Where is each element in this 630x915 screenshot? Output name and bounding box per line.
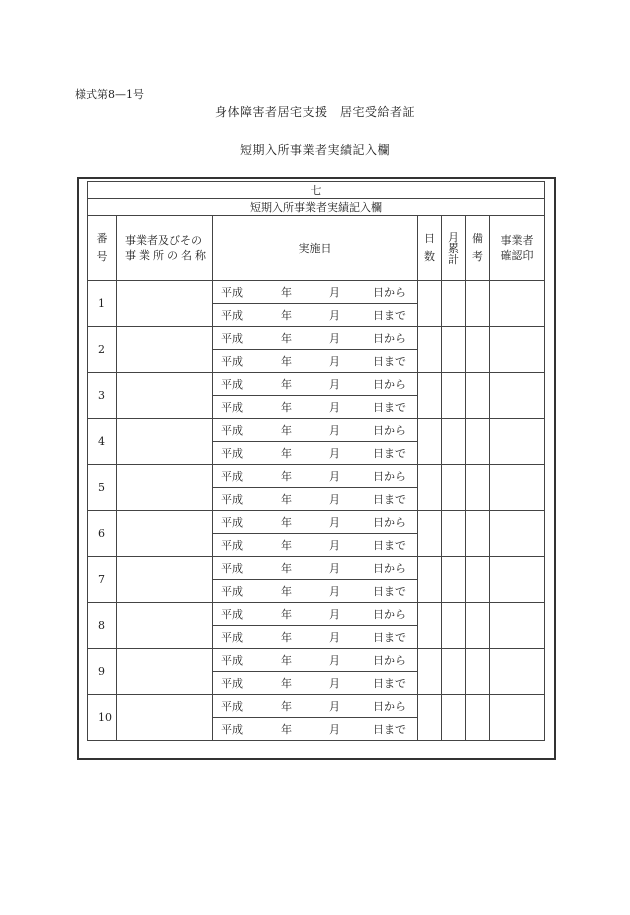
remarks-cell[interactable] (466, 511, 490, 557)
year-label: 年 (281, 608, 292, 621)
era-label: 平成 (221, 401, 243, 414)
date-range-line[interactable] (213, 465, 418, 488)
day-from-label: 日から (373, 378, 406, 391)
remarks-cell[interactable] (466, 603, 490, 649)
days-cell[interactable] (418, 511, 442, 557)
year-label: 年 (281, 424, 292, 437)
table-row (88, 373, 545, 396)
date-range-line[interactable] (213, 350, 418, 373)
table-row (88, 465, 545, 488)
date-range-line[interactable] (213, 695, 418, 718)
day-until-label: 日まで (373, 723, 406, 736)
header-cumulative (442, 216, 466, 281)
year-label: 年 (281, 309, 292, 322)
header-cumulative-line: 累 (448, 241, 459, 255)
cumulative-cell[interactable] (442, 419, 466, 465)
era-label: 平成 (221, 309, 243, 322)
year-label: 年 (281, 631, 292, 644)
row-number: 4 (88, 419, 117, 465)
header-dates: 実施日 (213, 216, 418, 281)
header-number-line: 号 (96, 250, 108, 263)
seal-cell[interactable] (490, 603, 545, 649)
document-title: 身体障害者居宅支援 居宅受給者証 (214, 105, 415, 119)
month-label: 月 (329, 631, 340, 644)
month-label: 月 (329, 493, 340, 506)
days-cell[interactable] (418, 419, 442, 465)
date-range-line[interactable] (213, 534, 418, 557)
provider-name-cell[interactable] (117, 373, 213, 419)
date-range-line[interactable] (213, 672, 418, 695)
date-range-line[interactable] (213, 327, 418, 350)
provider-name-cell[interactable] (117, 557, 213, 603)
date-range-line[interactable] (213, 304, 418, 327)
era-label: 平成 (221, 493, 243, 506)
provider-name-cell[interactable] (117, 649, 213, 695)
month-label: 月 (329, 332, 340, 345)
year-label: 年 (281, 654, 292, 667)
month-label: 月 (329, 309, 340, 322)
era-label: 平成 (221, 631, 243, 644)
era-label: 平成 (221, 562, 243, 575)
year-label: 年 (281, 700, 292, 713)
era-label: 平成 (221, 723, 243, 736)
month-label: 月 (329, 447, 340, 460)
date-range-line[interactable] (213, 511, 418, 534)
seal-cell[interactable] (490, 511, 545, 557)
seal-cell[interactable] (490, 281, 545, 327)
day-from-label: 日から (373, 332, 406, 345)
form-number: 様式第8—1号 (75, 88, 144, 101)
date-range-line[interactable] (213, 373, 418, 396)
header-seal-line: 確認印 (500, 249, 534, 262)
provider-name-cell[interactable] (117, 327, 213, 373)
days-cell[interactable] (418, 695, 442, 741)
date-range-line[interactable] (213, 580, 418, 603)
provider-name-cell[interactable] (117, 603, 213, 649)
day-until-label: 日まで (373, 585, 406, 598)
era-label: 平成 (221, 516, 243, 529)
days-cell[interactable] (418, 465, 442, 511)
month-label: 月 (329, 608, 340, 621)
header-days-line: 数 (424, 250, 435, 263)
date-range-line[interactable] (213, 442, 418, 465)
year-label: 年 (281, 286, 292, 299)
day-until-label: 日まで (373, 493, 406, 506)
year-label: 年 (281, 447, 292, 460)
provider-name-cell[interactable] (117, 465, 213, 511)
day-from-label: 日から (373, 286, 406, 299)
date-range-line[interactable] (213, 626, 418, 649)
seal-cell[interactable] (490, 695, 545, 741)
cumulative-cell[interactable] (442, 511, 466, 557)
year-label: 年 (281, 562, 292, 575)
table-row (88, 327, 545, 350)
table-row (88, 281, 545, 304)
days-cell[interactable] (418, 327, 442, 373)
days-cell[interactable] (418, 557, 442, 603)
header-number (88, 216, 117, 281)
cumulative-cell[interactable] (442, 373, 466, 419)
provider-name-cell[interactable] (117, 419, 213, 465)
seal-cell[interactable] (490, 557, 545, 603)
era-label: 平成 (221, 424, 243, 437)
cumulative-cell[interactable] (442, 603, 466, 649)
era-label: 平成 (221, 585, 243, 598)
header-cumulative-line: 計 (448, 252, 459, 266)
seal-cell[interactable] (490, 327, 545, 373)
era-label: 平成 (221, 539, 243, 552)
document-subtitle: 短期入所事業者実績記入欄 (239, 143, 390, 157)
era-label: 平成 (221, 286, 243, 299)
header-remarks (466, 216, 490, 281)
cumulative-cell[interactable] (442, 327, 466, 373)
era-label: 平成 (221, 447, 243, 460)
remarks-cell[interactable] (466, 419, 490, 465)
header-days-line: 日 (424, 232, 435, 246)
year-label: 年 (281, 723, 292, 736)
row-number: 3 (88, 373, 117, 419)
cumulative-cell[interactable] (442, 557, 466, 603)
date-range-line[interactable] (213, 488, 418, 511)
era-label: 平成 (221, 654, 243, 667)
row-number: 2 (88, 327, 117, 373)
day-until-label: 日まで (373, 309, 406, 322)
row-number: 10 (88, 695, 117, 741)
row-number: 9 (88, 649, 117, 695)
month-label: 月 (329, 470, 340, 483)
date-range-line[interactable] (213, 281, 418, 304)
header-remarks-line: 考 (472, 250, 483, 263)
day-from-label: 日から (373, 654, 406, 667)
month-label: 月 (329, 378, 340, 391)
month-label: 月 (329, 654, 340, 667)
days-cell[interactable] (418, 373, 442, 419)
day-until-label: 日まで (373, 631, 406, 644)
row-number: 6 (88, 511, 117, 557)
provider-name-cell[interactable] (117, 281, 213, 327)
table-heading: 短期入所事業者実績記入欄 (88, 199, 545, 216)
table-row (88, 419, 545, 442)
day-from-label: 日から (373, 516, 406, 529)
date-range-line[interactable] (213, 396, 418, 419)
month-label: 月 (329, 516, 340, 529)
day-until-label: 日まで (373, 677, 406, 690)
year-label: 年 (281, 355, 292, 368)
table-row (88, 649, 545, 672)
row-number: 5 (88, 465, 117, 511)
day-until-label: 日まで (373, 539, 406, 552)
header-days (418, 216, 442, 281)
days-cell[interactable] (418, 603, 442, 649)
year-label: 年 (281, 332, 292, 345)
era-label: 平成 (221, 378, 243, 391)
remarks-cell[interactable] (466, 327, 490, 373)
date-range-line[interactable] (213, 603, 418, 626)
month-label: 月 (329, 424, 340, 437)
year-label: 年 (281, 470, 292, 483)
month-label: 月 (329, 677, 340, 690)
year-label: 年 (281, 493, 292, 506)
cumulative-cell[interactable] (442, 281, 466, 327)
day-until-label: 日まで (373, 355, 406, 368)
remarks-cell[interactable] (466, 281, 490, 327)
month-label: 月 (329, 585, 340, 598)
header-number-line: 番 (96, 232, 108, 246)
year-label: 年 (281, 516, 292, 529)
days-cell[interactable] (418, 649, 442, 695)
month-label: 月 (329, 286, 340, 299)
table-row (88, 557, 545, 580)
date-range-line[interactable] (213, 419, 418, 442)
table-row (88, 603, 545, 626)
section-number: 七 (88, 182, 545, 199)
day-from-label: 日から (373, 700, 406, 713)
header-seal (490, 216, 545, 281)
remarks-cell[interactable] (466, 373, 490, 419)
remarks-cell[interactable] (466, 465, 490, 511)
table-row (88, 695, 545, 718)
date-range-line[interactable] (213, 649, 418, 672)
cumulative-cell[interactable] (442, 465, 466, 511)
year-label: 年 (281, 401, 292, 414)
month-label: 月 (329, 355, 340, 368)
header-provider-line: 事業所の名称 (125, 249, 209, 262)
seal-cell[interactable] (490, 465, 545, 511)
era-label: 平成 (221, 608, 243, 621)
cumulative-cell[interactable] (442, 695, 466, 741)
era-label: 平成 (221, 700, 243, 713)
month-label: 月 (329, 562, 340, 575)
seal-cell[interactable] (490, 419, 545, 465)
remarks-cell[interactable] (466, 649, 490, 695)
header-provider (117, 216, 213, 281)
year-label: 年 (281, 677, 292, 690)
day-from-label: 日から (373, 562, 406, 575)
day-from-label: 日から (373, 608, 406, 621)
date-range-line[interactable] (213, 718, 418, 741)
era-label: 平成 (221, 470, 243, 483)
month-label: 月 (329, 723, 340, 736)
month-label: 月 (329, 700, 340, 713)
day-until-label: 日まで (373, 401, 406, 414)
row-number: 7 (88, 557, 117, 603)
row-number: 8 (88, 603, 117, 649)
provider-name-cell[interactable] (117, 511, 213, 557)
year-label: 年 (281, 585, 292, 598)
table-row (88, 511, 545, 534)
remarks-cell[interactable] (466, 557, 490, 603)
era-label: 平成 (221, 677, 243, 690)
header-cumulative-line: 月 (448, 230, 459, 244)
header-seal-line: 事業者 (500, 233, 534, 247)
month-label: 月 (329, 539, 340, 552)
seal-cell[interactable] (490, 649, 545, 695)
cumulative-cell[interactable] (442, 649, 466, 695)
record-table (87, 181, 545, 741)
remarks-cell[interactable] (466, 695, 490, 741)
date-range-line[interactable] (213, 557, 418, 580)
seal-cell[interactable] (490, 373, 545, 419)
month-label: 月 (329, 401, 340, 414)
era-label: 平成 (221, 332, 243, 345)
days-cell[interactable] (418, 281, 442, 327)
row-number: 1 (88, 281, 117, 327)
header-provider-line: 事業者及びその (125, 233, 202, 247)
year-label: 年 (281, 539, 292, 552)
provider-name-cell[interactable] (117, 695, 213, 741)
year-label: 年 (281, 378, 292, 391)
day-from-label: 日から (373, 424, 406, 437)
era-label: 平成 (221, 355, 243, 368)
day-until-label: 日まで (373, 447, 406, 460)
header-remarks-line: 備 (472, 232, 483, 246)
day-from-label: 日から (373, 470, 406, 483)
